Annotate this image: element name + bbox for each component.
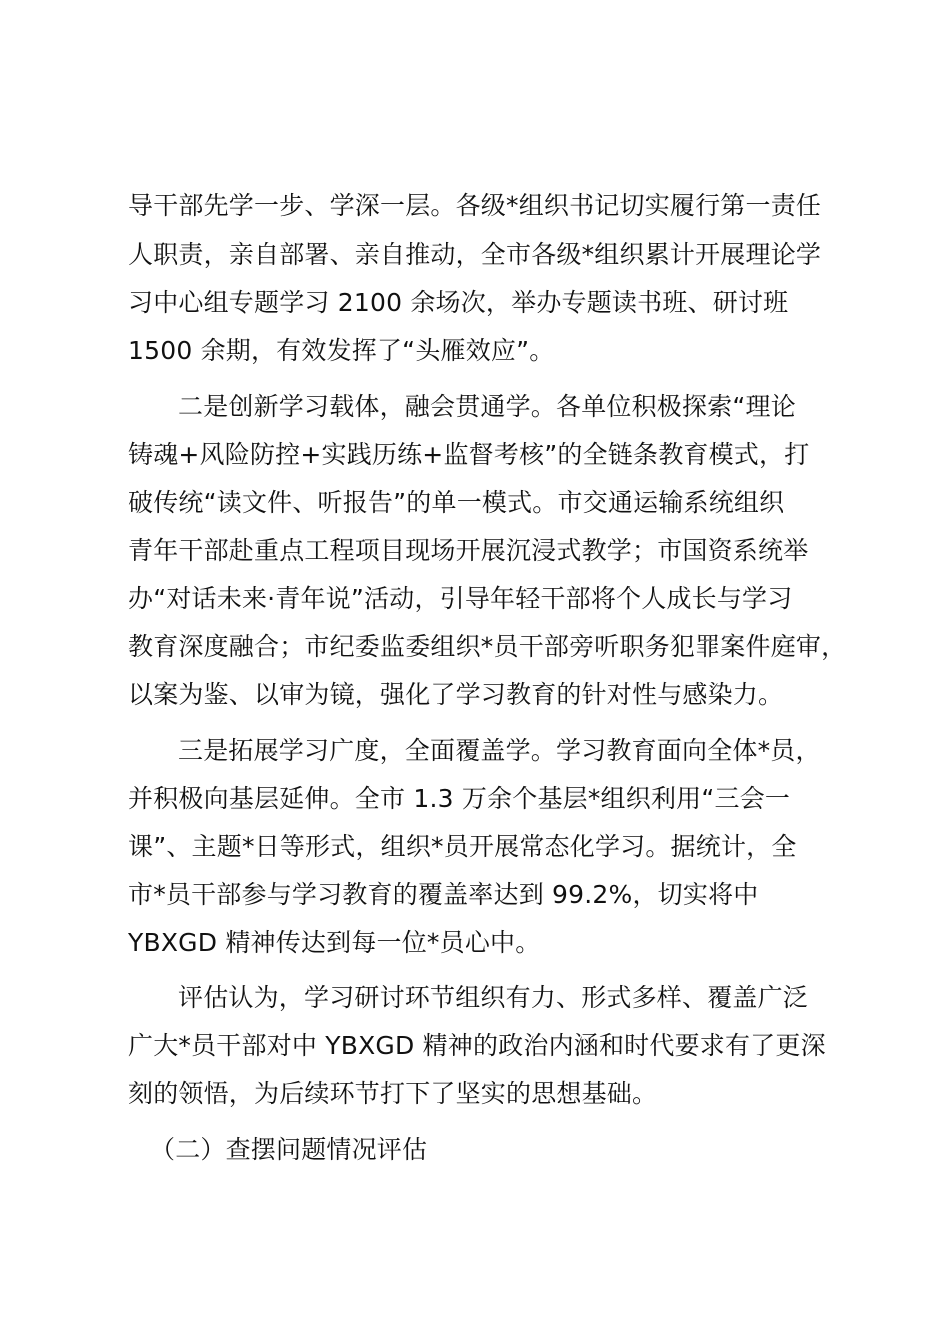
paragraph-line: 课”、主题*日等形式，组织*员开展常态化学习。据统计，全: [128, 832, 797, 861]
paragraph-line: YBXGD 精神传达到每一位*员心中。: [128, 928, 541, 957]
paragraph-line: 人职责，亲自部署、亲自推动，全市各级*组织累计开展理论学: [128, 240, 822, 269]
paragraph-line: 办“对话未来·青年说”活动，引导年轻干部将个人成长与学习: [128, 584, 793, 613]
paragraph-line: 并积极向基层延伸。全市 1.3 万余个基层*组织利用“三会一: [128, 784, 791, 813]
paragraph-line: 教育深度融合；市纪委监委组织*员干部旁听职务犯罪案件庭审，: [128, 632, 847, 661]
paragraph-line: 1500 余期，有效发挥了“头雁效应”。: [128, 336, 555, 365]
paragraph-line: 铸魂+风险防控+实践历练+监督考核”的全链条教育模式，打: [128, 440, 810, 469]
paragraph-line: 三是拓展学习广度，全面覆盖学。学习教育面向全体*员，: [178, 736, 821, 765]
paragraph-line: 市*员干部参与学习教育的覆盖率达到 99.2%，切实将中: [128, 880, 759, 909]
paragraph-line: 刻的领悟，为后续环节打下了坚实的思想基础。: [128, 1079, 658, 1108]
paragraph-line: 习中心组专题学习 2100 余场次，举办专题读书班、研讨班: [128, 288, 789, 317]
section-heading: （二）查摆问题情况评估: [150, 1135, 428, 1164]
paragraph-line: 青年干部赴重点工程项目现场开展沉浸式教学；市国资系统举: [128, 536, 809, 565]
paragraph-line: 评估认为，学习研讨环节组织有力、形式多样、覆盖广泛: [178, 983, 809, 1012]
paragraph-line: 导干部先学一步、学深一层。各级*组织书记切实履行第一责任: [128, 191, 822, 220]
paragraph-line: 破传统“读文件、听报告”的单一模式。市交通运输系统组织: [128, 488, 785, 517]
paragraph-line: 以案为鉴、以审为镜，强化了学习教育的针对性与感染力。: [128, 680, 784, 709]
paragraph-line: 二是创新学习载体，融会贯通学。各单位积极探索“理论: [178, 392, 796, 421]
paragraph-line: 广大*员干部对中 YBXGD 精神的政治内涵和时代要求有了更深: [128, 1031, 826, 1060]
